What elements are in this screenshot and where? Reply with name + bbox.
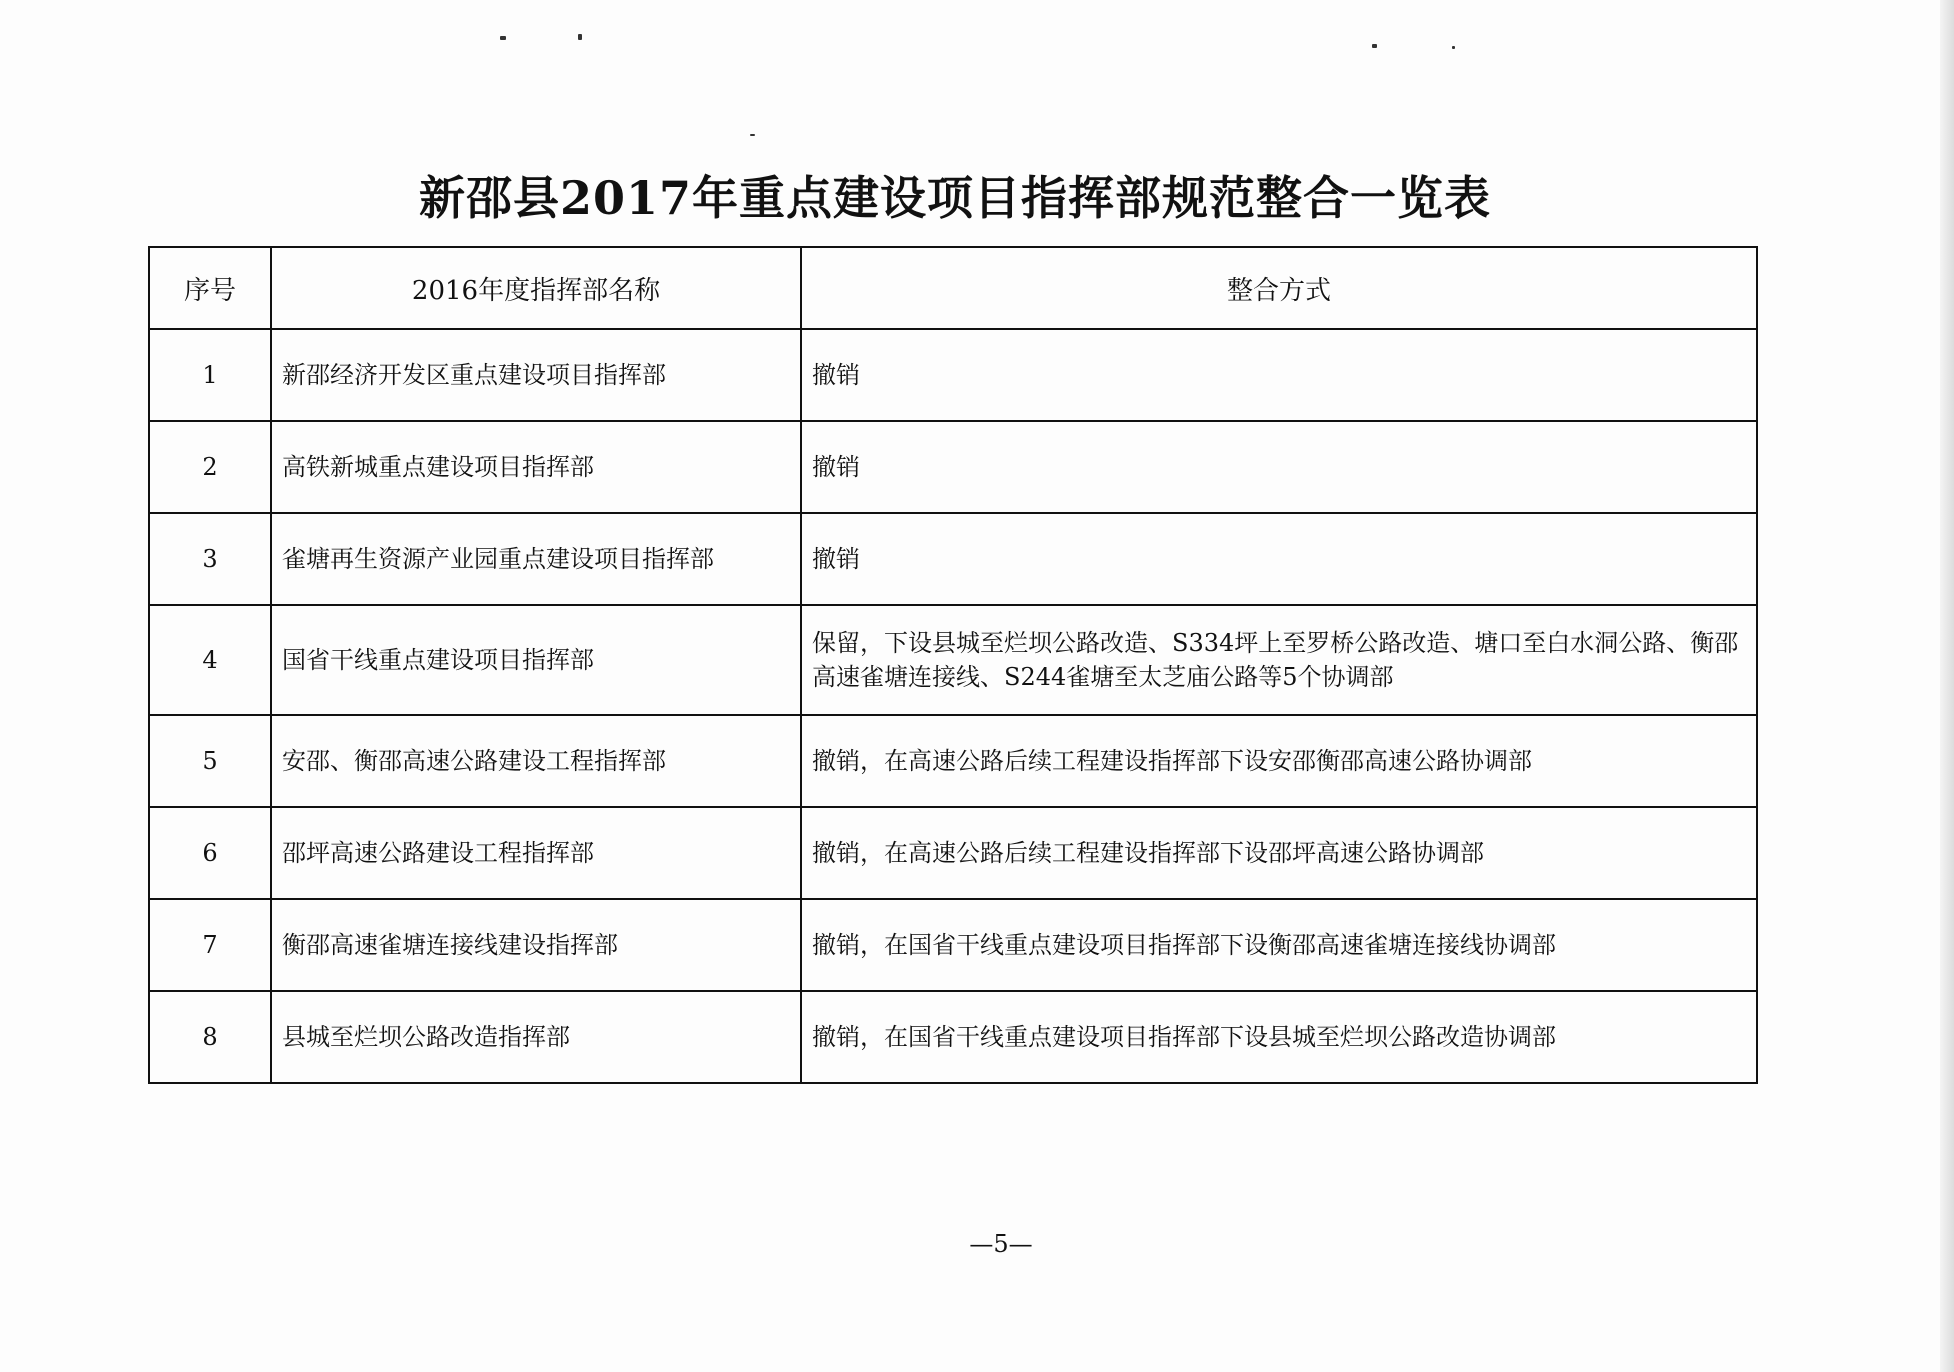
row-hq-name: 国省干线重点建设项目指挥部	[271, 605, 801, 715]
row-hq-name: 安邵、衡邵高速公路建设工程指挥部	[271, 715, 801, 807]
header-integration-method: 整合方式	[801, 247, 1757, 329]
scan-speck	[750, 134, 755, 136]
row-seq: 6	[149, 807, 271, 899]
header-seq: 序号	[149, 247, 271, 329]
row-integration-method: 撤销，在高速公路后续工程建设指挥部下设邵坪高速公路协调部	[801, 807, 1757, 899]
row-integration-method: 撤销，在国省干线重点建设项目指挥部下设衡邵高速雀塘连接线协调部	[801, 899, 1757, 991]
document-title: 新邵县2017年重点建设项目指挥部规范整合一览表	[418, 171, 1492, 225]
row-hq-name: 新邵经济开发区重点建设项目指挥部	[271, 329, 801, 421]
table-row	[149, 513, 1757, 605]
table-row	[149, 899, 1757, 991]
row-integration-method: 撤销	[801, 513, 1757, 605]
row-hq-name: 邵坪高速公路建设工程指挥部	[271, 807, 801, 899]
row-hq-name: 高铁新城重点建设项目指挥部	[271, 421, 801, 513]
table-row	[149, 329, 1757, 421]
row-seq: 8	[149, 991, 271, 1083]
row-integration-method: 撤销，在国省干线重点建设项目指挥部下设县城至烂坝公路改造协调部	[801, 991, 1757, 1083]
table-row	[149, 991, 1757, 1083]
row-integration-method: 撤销	[801, 421, 1757, 513]
scan-speck	[500, 36, 506, 40]
row-integration-method: 撤销	[801, 329, 1757, 421]
row-hq-name: 衡邵高速雀塘连接线建设指挥部	[271, 899, 801, 991]
page-number: —5—	[969, 1230, 1033, 1258]
row-seq: 3	[149, 513, 271, 605]
row-seq: 1	[149, 329, 271, 421]
header-hq-name: 2016年度指挥部名称	[271, 247, 801, 329]
table-row	[149, 715, 1757, 807]
table-row	[149, 421, 1757, 513]
row-hq-name: 县城至烂坝公路改造指挥部	[271, 991, 801, 1083]
row-hq-name: 雀塘再生资源产业园重点建设项目指挥部	[271, 513, 801, 605]
row-seq: 2	[149, 421, 271, 513]
row-integration-method: 撤销，在高速公路后续工程建设指挥部下设安邵衡邵高速公路协调部	[801, 715, 1757, 807]
row-seq: 4	[149, 605, 271, 715]
table-row	[149, 807, 1757, 899]
scan-speck	[1372, 44, 1377, 48]
scan-speck	[578, 34, 582, 40]
row-seq: 5	[149, 715, 271, 807]
table-header-row	[149, 247, 1757, 329]
table-row	[149, 605, 1757, 715]
row-seq: 7	[149, 899, 271, 991]
row-integration-method: 保留，下设县城至烂坝公路改造、S334坪上至罗桥公路改造、塘口至白水洞公路、衡邵高速雀塘连接线、S244雀塘至太芝庙公路等5个协调部	[801, 605, 1757, 715]
page-edge-shadow	[1940, 0, 1954, 1372]
scan-speck	[1452, 46, 1455, 49]
integration-summary-table	[148, 246, 1758, 1084]
